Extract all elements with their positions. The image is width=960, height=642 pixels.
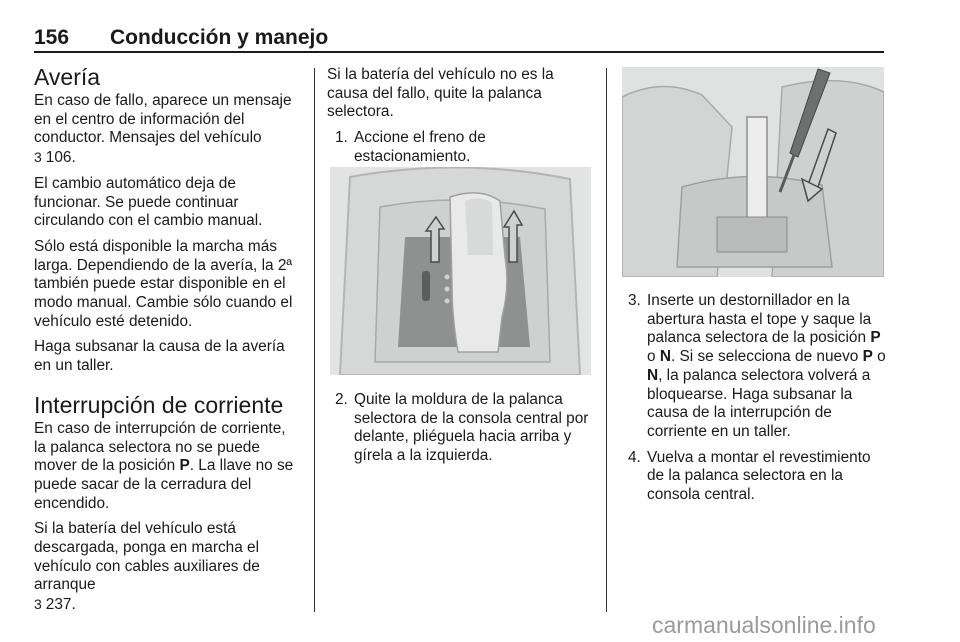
step-number: 3. (628, 292, 641, 309)
steps-list (327, 391, 593, 466)
page-number: 156 (34, 26, 70, 49)
step-item (327, 391, 593, 466)
chapter-title: Conducción y manejo (110, 26, 329, 49)
step-number: 4. (628, 448, 641, 466)
steps-list (327, 129, 593, 166)
step-text: o (872, 348, 886, 366)
reference-arrow-icon: 3 (34, 149, 42, 166)
step-item (620, 449, 886, 505)
reference-page: 106. (45, 149, 76, 167)
reference-page: 237. (45, 596, 76, 614)
paragraph-text: . La llave no se puede sacar de la cerradura del encendido. (34, 457, 294, 512)
column-divider (606, 68, 607, 612)
page-reference[interactable] (34, 149, 76, 166)
step-number: 2. (335, 391, 348, 408)
gear-position-n: N (659, 348, 671, 366)
gear-position-n: N (647, 366, 659, 384)
paragraph: Si la batería del vehículo no es la causa del fallo, quite la palanca selectora. (327, 66, 554, 121)
step-text: Quite la moldura de la palanca selectora de la consola central por delante, pliéguela hacia arriba y gírela a la izquierda. (354, 391, 589, 465)
paragraph-text: Si la batería del vehículo está descargada, ponga en marcha el vehículo con cables auxiliares de arranque (34, 520, 260, 594)
step-text: Inserte un destornillador en la abertura hasta el tope y saque la palanca selectora de la posición (647, 292, 872, 347)
step-item (620, 292, 886, 442)
reference-arrow-icon: 3 (34, 596, 42, 613)
page-header (34, 26, 884, 52)
section-title-interrupcion: Interrupción de corriente (34, 391, 284, 418)
paragraph-text: En caso de fallo, aparece un mensaje en el centro de información del conductor. Mensajes del vehículo (34, 92, 292, 147)
screwdriver-drawing (622, 67, 884, 277)
header-rule (34, 51, 884, 53)
gear-position-p: P (179, 457, 190, 475)
paragraph-text: En caso de interrupción de corriente, la palanca selectora no se puede mover de la posición (34, 419, 286, 475)
paragraph: Haga subsanar la causa de la avería en un taller. (34, 338, 285, 375)
paragraph: Sólo está disponible la marcha más larga. Dependiendo de la avería, la 2ª también puede estar disponible en el modo manual. Cambie sólo cuando el vehículo esté detenido. (34, 237, 293, 330)
gear-selector-drawing (330, 167, 591, 375)
gear-selector-illustration (330, 167, 591, 375)
gear-position-p: P (862, 348, 873, 366)
steps-list (620, 292, 886, 505)
screwdriver-illustration (622, 67, 884, 277)
paragraph: El cambio automático deja de funcionar. Se puede continuar circulando con el cambio manual. (34, 174, 263, 230)
column-1 (34, 64, 300, 622)
column-3 (620, 292, 886, 512)
column-divider (314, 68, 315, 612)
step-text: Accione el freno de estacionamiento. (354, 129, 486, 165)
page-reference[interactable] (34, 596, 76, 613)
section-title-averia: Avería (34, 64, 101, 90)
column-2 (327, 66, 593, 174)
step-text: o (647, 348, 660, 366)
step-text: . Si se selecciona de nuevo (670, 348, 863, 366)
step-item (327, 129, 593, 166)
column-2-lower (327, 391, 593, 473)
watermark: carmanualsonline.info (652, 612, 876, 638)
paragraph (34, 92, 300, 168)
gear-position-p: P (870, 329, 881, 347)
step-text: Vuelva a montar el revestimiento de la palanca selectora en la consola central. (647, 448, 871, 504)
step-text: , la palanca selectora volverá a bloquearse. Haga subsanar la causa de la interrupción de corriente en un taller. (647, 366, 871, 440)
paragraph (34, 520, 300, 615)
step-number: 1. (335, 129, 348, 147)
paragraph (34, 420, 300, 514)
